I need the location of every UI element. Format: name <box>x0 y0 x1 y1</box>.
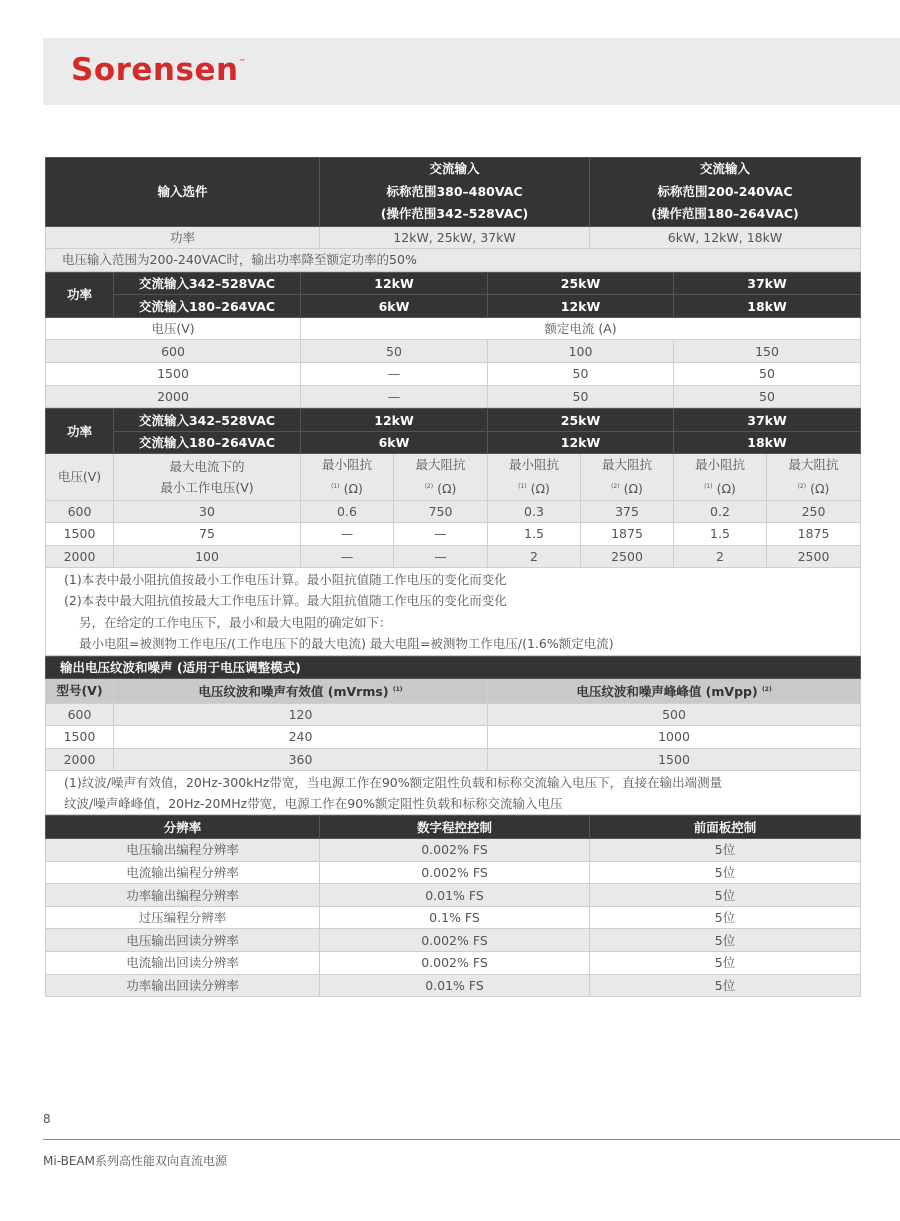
cell: 电压输出回读分辨率 <box>46 929 320 952</box>
table-row <box>46 545 861 568</box>
min-impedance-label: 最小阻抗 $^{(1)}$ (Ω) <box>301 454 394 500</box>
table-note: 电压输入范围为200-240VAC时，输出功率降至额定功率的50% <box>46 249 861 272</box>
power-value: 6kW, 12kW, 18kW <box>590 226 861 249</box>
cell: 50 <box>488 385 674 408</box>
cell: 电压输出编程分辨率 <box>46 839 320 862</box>
cell: — <box>301 545 394 568</box>
cell: 2 <box>674 545 767 568</box>
rated-current-table <box>45 272 861 409</box>
ac-input-label: 交流输入342–528VAC <box>114 272 301 295</box>
table-row <box>46 385 861 408</box>
cell: 30 <box>114 500 301 523</box>
power-value: 12kW <box>301 272 488 295</box>
cell: 0.01% FS <box>320 974 590 997</box>
cell: 50 <box>674 385 861 408</box>
cell: 600 <box>46 703 114 726</box>
cell: 150 <box>674 340 861 363</box>
cell: 5位 <box>590 861 861 884</box>
ripple-noise-table <box>45 656 861 816</box>
max-impedance-label: 最大阻抗 $^{(2)}$ (Ω) <box>394 454 488 500</box>
power-value: 37kW <box>674 272 861 295</box>
max-impedance-label: 最大阻抗 $^{(2)}$ (Ω) <box>767 454 861 500</box>
cell: 0.002% FS <box>320 929 590 952</box>
table-row <box>46 703 861 726</box>
cell: 100 <box>488 340 674 363</box>
spec-tables <box>45 157 860 997</box>
front-panel-header: 前面板控制 <box>590 816 861 839</box>
cell: 1.5 <box>488 523 581 546</box>
cell: 100 <box>114 545 301 568</box>
cell: 0.002% FS <box>320 861 590 884</box>
power-value: 37kW <box>674 409 861 432</box>
footnote: 纹波/噪声峰峰值，20Hz-20MHz带宽，电源工作在90%额定阻性负载和标称交流输入电压 <box>46 793 861 815</box>
cell: 5位 <box>590 884 861 907</box>
max-impedance-label: 最大阻抗 $^{(2)}$ (Ω) <box>581 454 674 500</box>
page-number: 8 <box>43 1112 51 1126</box>
power-label: 功率 <box>46 409 114 454</box>
power-label: 功率 <box>46 272 114 317</box>
cell: — <box>301 363 488 386</box>
cell: 0.002% FS <box>320 952 590 975</box>
footnote: (1)本表中最小阻抗值按最小工作电压计算。最小阻抗值随工作电压的变化而变化 <box>46 568 861 590</box>
table-row <box>46 500 861 523</box>
power-value: 12kW <box>488 431 674 454</box>
power-value: 6kW <box>301 295 488 318</box>
cell: 5位 <box>590 974 861 997</box>
cell: 0.1% FS <box>320 906 590 929</box>
table-row <box>46 884 861 907</box>
cell: — <box>394 545 488 568</box>
digital-control-header: 数字程控控制 <box>320 816 590 839</box>
input-option-header: 输入选件 <box>46 158 320 227</box>
power-value: 18kW <box>674 431 861 454</box>
cell: 1500 <box>46 523 114 546</box>
cell: 功率输出编程分辨率 <box>46 884 320 907</box>
table-row <box>46 929 861 952</box>
cell: 50 <box>301 340 488 363</box>
cell: 600 <box>46 340 301 363</box>
cell: 电流输出回读分辨率 <box>46 952 320 975</box>
footnote: 最小电阻=被测物工作电压/(工作电压下的最大电流) 最大电阻=被测物工作电压/(1.6%额定电流) <box>46 633 861 655</box>
footnote: (2)本表中最大阻抗值按最大工作电压计算。最大阻抗值随工作电压的变化而变化 <box>46 590 861 612</box>
table-row <box>46 861 861 884</box>
cell: 2000 <box>46 545 114 568</box>
cell: 1.5 <box>674 523 767 546</box>
cell: 1500 <box>46 363 301 386</box>
brand-logo: Sorensen™ <box>71 52 247 88</box>
table-row <box>46 523 861 546</box>
voltage-label: 电压(V) <box>46 454 114 500</box>
power-value: 6kW <box>301 431 488 454</box>
power-value: 18kW <box>674 295 861 318</box>
cell: 750 <box>394 500 488 523</box>
cell: — <box>301 523 394 546</box>
table-row <box>46 952 861 975</box>
cell: 0.01% FS <box>320 884 590 907</box>
power-value: 12kW <box>488 295 674 318</box>
section-title: 输出电压纹波和噪声 (适用于电压调整模式) <box>46 656 861 679</box>
cell: 1000 <box>488 726 861 749</box>
cell: — <box>301 385 488 408</box>
cell: 0.2 <box>674 500 767 523</box>
model-header: 型号(V) <box>46 679 114 703</box>
cell: 1875 <box>581 523 674 546</box>
pp-header: 电压纹波和噪声峰峰值 (mVpp) $^{(2)}$ <box>488 679 861 703</box>
cell: 2 <box>488 545 581 568</box>
footer-divider <box>43 1139 900 1140</box>
cell: 500 <box>488 703 861 726</box>
cell: 240 <box>114 726 488 749</box>
ac-input-label: 交流输入180–264VAC <box>114 295 301 318</box>
cell: 1875 <box>767 523 861 546</box>
cell: 过压编程分辨率 <box>46 906 320 929</box>
cell: 5位 <box>590 952 861 975</box>
cell: 375 <box>581 500 674 523</box>
impedance-table <box>45 408 861 656</box>
footnote: (1)纹波/噪声有效值，20Hz-300kHz带宽，当电源工作在90%额定阻性负载和标称交流输入电压下，直接在输出端测量 <box>46 771 861 793</box>
ac-input-label: 交流输入180–264VAC <box>114 431 301 454</box>
input-options-table <box>45 157 861 272</box>
cell: 600 <box>46 500 114 523</box>
power-value: 12kW, 25kW, 37kW <box>320 226 590 249</box>
ac-input-200-header: 交流输入 标称范围200-240VAC (操作范围180–264VAC) <box>590 158 861 227</box>
cell: 250 <box>767 500 861 523</box>
cell: 2500 <box>581 545 674 568</box>
cell: 5位 <box>590 839 861 862</box>
min-impedance-label: 最小阻抗 $^{(1)}$ (Ω) <box>674 454 767 500</box>
ac-input-label: 交流输入342–528VAC <box>114 409 301 432</box>
voltage-label: 电压(V) <box>46 317 301 340</box>
power-value: 12kW <box>301 409 488 432</box>
table-row <box>46 974 861 997</box>
power-label: 功率 <box>46 226 320 249</box>
table-row <box>46 726 861 749</box>
table-row <box>46 839 861 862</box>
resolution-table <box>45 815 861 997</box>
min-impedance-label: 最小阻抗 $^{(1)}$ (Ω) <box>488 454 581 500</box>
cell: 360 <box>114 748 488 771</box>
table-row <box>46 748 861 771</box>
cell: 0.6 <box>301 500 394 523</box>
table-row <box>46 340 861 363</box>
cell: 电流输出编程分辨率 <box>46 861 320 884</box>
cell: 1500 <box>46 726 114 749</box>
resolution-header: 分辨率 <box>46 816 320 839</box>
power-value: 25kW <box>488 409 674 432</box>
cell: 功率输出回读分辨率 <box>46 974 320 997</box>
ac-input-380-header: 交流输入 标称范围380–480VAC (操作范围342–528VAC) <box>320 158 590 227</box>
footnote: 另，在给定的工作电压下，最小和最大电阻的确定如下： <box>46 612 861 634</box>
footer-title: Mi-BEAM系列高性能双向直流电源 <box>43 1154 227 1168</box>
rated-current-label: 额定电流 (A) <box>301 317 861 340</box>
min-voltage-label: 最大电流下的 最小工作电压(V) <box>114 454 301 500</box>
cell: 5位 <box>590 929 861 952</box>
cell: 5位 <box>590 906 861 929</box>
cell: 1500 <box>488 748 861 771</box>
power-value: 25kW <box>488 272 674 295</box>
cell: 75 <box>114 523 301 546</box>
cell: 2000 <box>46 385 301 408</box>
cell: 2500 <box>767 545 861 568</box>
cell: — <box>394 523 488 546</box>
cell: 50 <box>488 363 674 386</box>
table-row <box>46 906 861 929</box>
rms-header: 电压纹波和噪声有效值 (mVrms) $^{(1)}$ <box>114 679 488 703</box>
cell: 120 <box>114 703 488 726</box>
table-row <box>46 363 861 386</box>
cell: 50 <box>674 363 861 386</box>
cell: 2000 <box>46 748 114 771</box>
cell: 0.002% FS <box>320 839 590 862</box>
page-header <box>43 38 900 105</box>
cell: 0.3 <box>488 500 581 523</box>
